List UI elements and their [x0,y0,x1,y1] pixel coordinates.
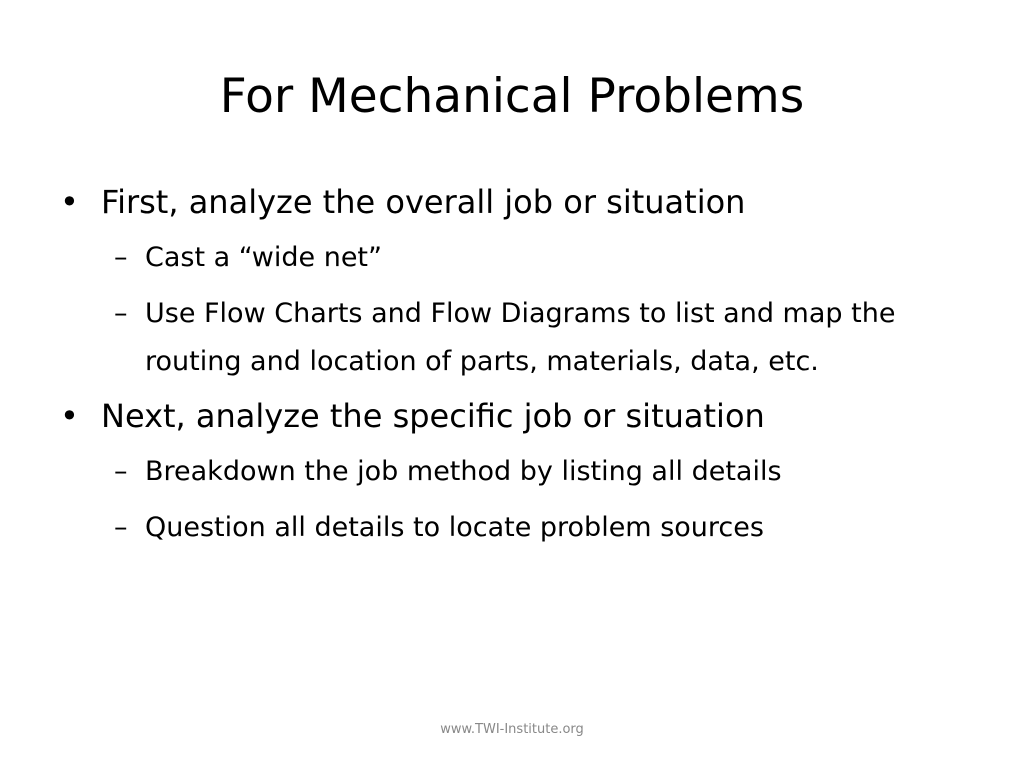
bullet-item [60,396,960,436]
bullet-marker: • [60,397,79,435]
sub-bullet-item [60,234,960,282]
footer-url: www.TWI-Institute.org [440,722,584,737]
bullet-text: First, analyze the overall job or situation [101,183,746,221]
sub-bullet-item [60,290,960,386]
bullet-item [60,182,960,222]
slide-title: For Mechanical Problems [219,69,805,124]
sub-bullet-marker: – [114,512,128,543]
bullet-marker: • [60,183,79,221]
slide-body [60,182,960,560]
sub-bullet-marker: – [114,298,128,329]
sub-bullet-text: Question all details to locate problem sources [145,512,764,543]
sub-bullet-text: Cast a “wide net” [145,242,383,273]
sub-bullet-item [60,448,960,496]
sub-bullet-text: Use Flow Charts and Flow Diagrams to list and map the routing and location of parts, materials, data, etc. [145,298,896,377]
sub-bullet-item [60,504,960,552]
sub-bullet-marker: – [114,456,128,487]
sub-bullet-text: Breakdown the job method by listing all details [145,456,782,487]
sub-bullet-marker: – [114,242,128,273]
bullet-text: Next, analyze the specific job or situation [101,397,765,435]
